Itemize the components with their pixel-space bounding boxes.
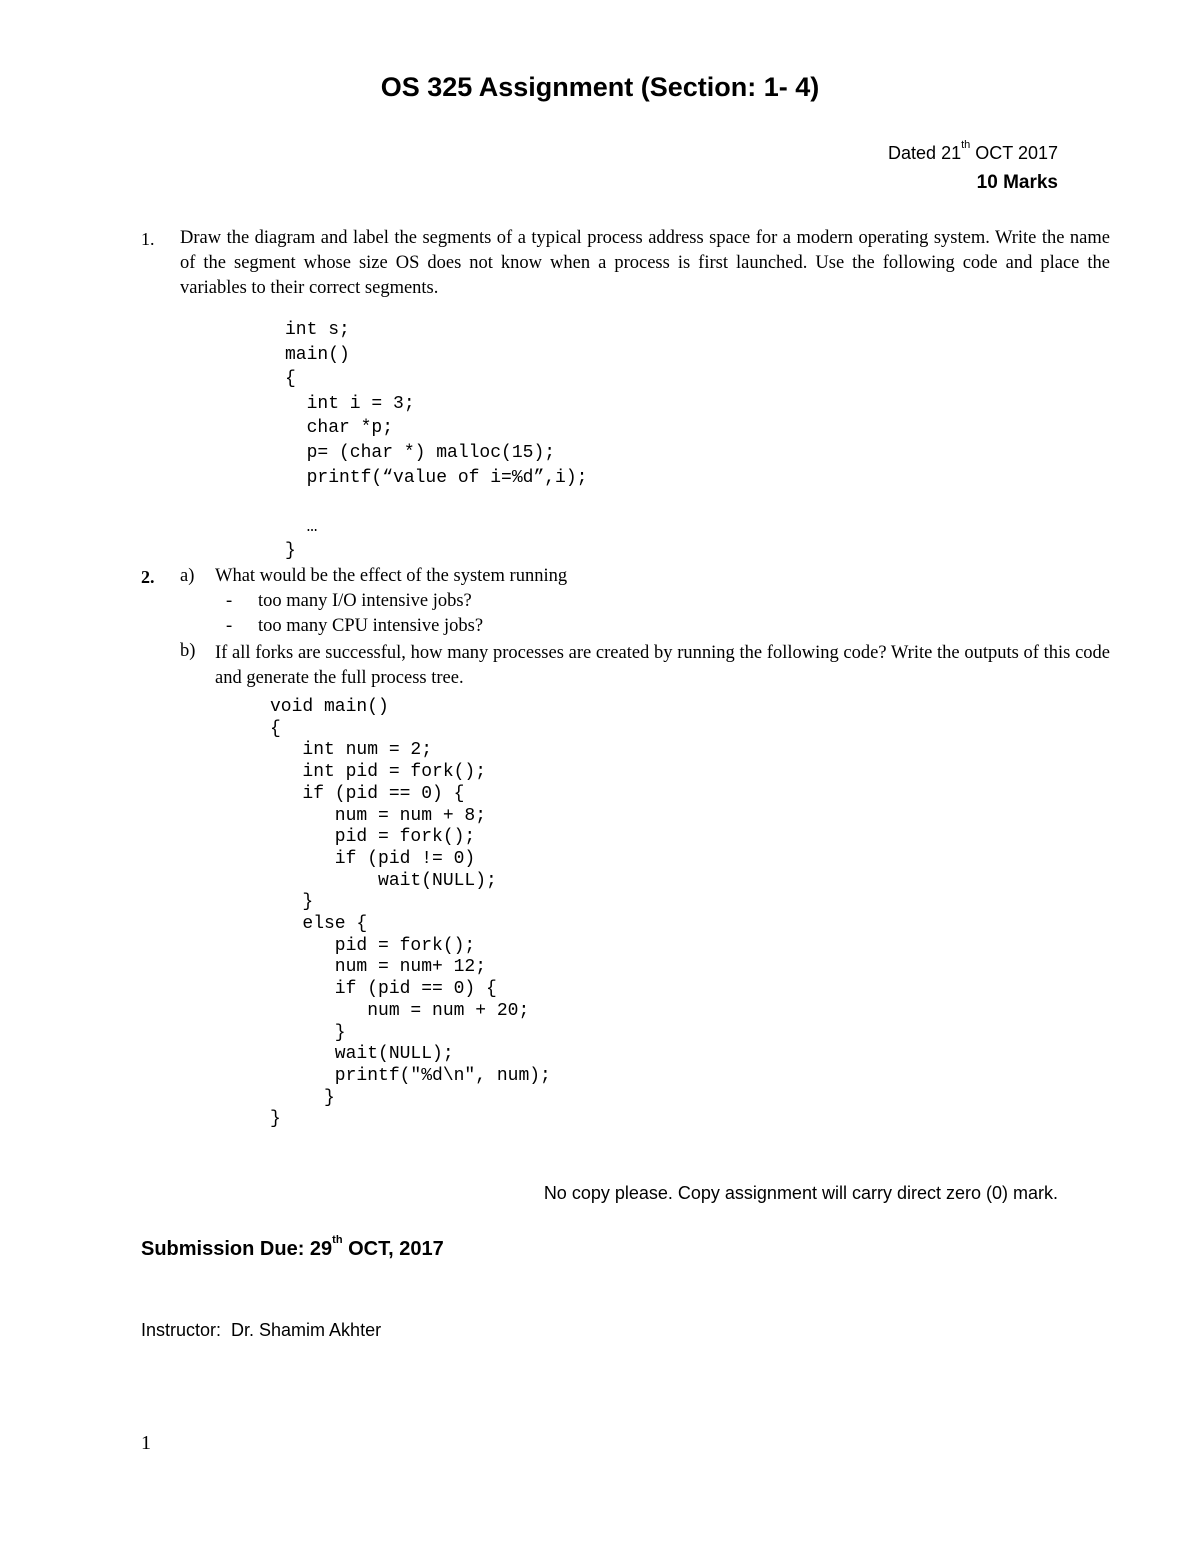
question-1-number: 1. xyxy=(141,229,155,249)
question-2b-label: b) xyxy=(180,641,196,661)
question-2-number: 2. xyxy=(141,567,155,587)
question-2-code: void main() { int num = 2; int pid = fork(); if (pid == 0) { num = num + 8; pid = fork(); if (pid != 0) wait(NULL); } else { pid = fork(); num = num+ 12; if (pid == 0) { num = num + 20; } wait(NULL); printf("%d\n", num); } } xyxy=(270,697,551,1130)
due-superscript: th xyxy=(332,1234,343,1246)
date-superscript: th xyxy=(961,139,971,151)
page-number: 1 xyxy=(141,1432,151,1454)
copy-warning-note: No copy please. Copy assignment will carry direct zero (0) mark. xyxy=(543,1183,1058,1203)
question-1-text: Draw the diagram and label the segments of a typical process address space for a modern operating system. Write the name of the segment whose size OS does not know when a process is first launched. Use the following code and place the variables to their correct segments. xyxy=(180,228,1110,298)
due-suffix: OCT, 2017 xyxy=(342,1238,444,1260)
date-suffix: OCT 2017 xyxy=(970,143,1058,163)
question-2a-bullet-1: too many I/O intensive jobs? xyxy=(258,591,472,611)
bullet-marker: - xyxy=(226,591,233,611)
question-2a-text: What would be the effect of the system running xyxy=(215,566,568,586)
question-1-code: int s; main() { int i = 3; char *p; p= (char *) malloc(15); printf(“value of i=%d”,i); … } xyxy=(285,320,588,562)
submission-due xyxy=(141,1234,444,1261)
question-2a-label: a) xyxy=(180,566,195,586)
date-line xyxy=(888,139,1058,164)
instructor-line: Instructor: Dr. Shamim Akhter xyxy=(141,1320,382,1340)
question-2a-bullet-2: too many CPU intensive jobs? xyxy=(258,616,484,636)
total-marks: 10 Marks xyxy=(976,172,1058,193)
bullet-marker: - xyxy=(226,616,233,636)
page-title: OS 325 Assignment (Section: 1- 4) xyxy=(380,72,820,102)
date-prefix: Dated 21 xyxy=(888,143,962,163)
due-prefix: Submission Due: 29 xyxy=(141,1238,333,1260)
question-2b-text: If all forks are successful, how many processes are created by running the following code? Write the outputs of this code and generate the full process tree. xyxy=(215,643,1110,688)
